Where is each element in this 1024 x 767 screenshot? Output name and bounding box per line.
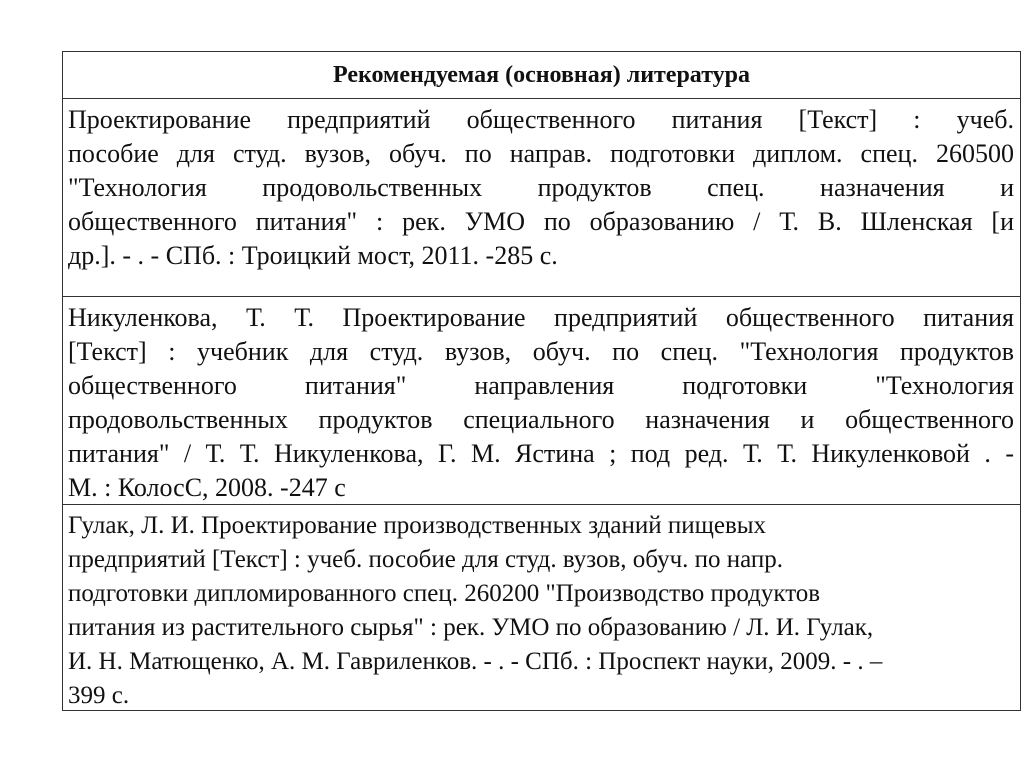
reference-line: [Текст] : учебник для студ. вузов, обуч. по спец. "Технология продуктов (68, 337, 1014, 366)
literature-table (62, 51, 1021, 711)
reference-line: "Технология продовольственных продуктов спец. назначения и (68, 173, 1014, 202)
reference-line: пособие для студ. вузов, обуч. по направ. подготовки диплом. спец. 260500 (68, 139, 1014, 168)
reference-line: подготовки дипломированного спец. 260200 "Производство продуктов (68, 580, 821, 607)
reference-line: др.]. - . - СПб. : Троицкий мост, 2011. -285 с. (68, 241, 558, 270)
table-row (63, 297, 1020, 505)
reference-line: Проектирование предприятий общественного питания [Текст] : учеб. (68, 105, 1014, 134)
reference-line: 399 с. (68, 682, 130, 709)
reference-line: питания" / Т. Т. Никуленкова, Г. М. Ястина ; под ред. Т. Т. Никуленковой . - (68, 439, 1014, 468)
reference-line: Гулак, Л. И. Проектирование производственных зданий пищевых (68, 512, 767, 539)
reference-line: продовольственных продуктов специального назначения и общественного (68, 405, 1014, 434)
reference-line: Никуленкова, Т. Т. Проектирование предприятий общественного питания (68, 303, 1014, 332)
table-header: Рекомендуемая (основная) литература (63, 52, 1020, 99)
reference-line: предприятий [Текст] : учеб. пособие для студ. вузов, обуч. по напр. (68, 546, 784, 573)
table-row (63, 505, 1020, 710)
reference-line: М. : КолосС, 2008. -247 с (68, 473, 346, 502)
table-row (63, 99, 1020, 297)
reference-line: общественного питания" направления подготовки "Технология (68, 371, 1014, 400)
reference-line: общественного питания" : рек. УМО по образованию / Т. В. Шленская [и (68, 207, 1014, 236)
reference-line: питания из растительного сырья" : рек. УМО по образованию / Л. И. Гулак, (68, 614, 874, 641)
reference-line: И. Н. Матющенко, А. М. Гавриленков. - . - СПб. : Проспект науки, 2009. - . – (68, 648, 883, 675)
